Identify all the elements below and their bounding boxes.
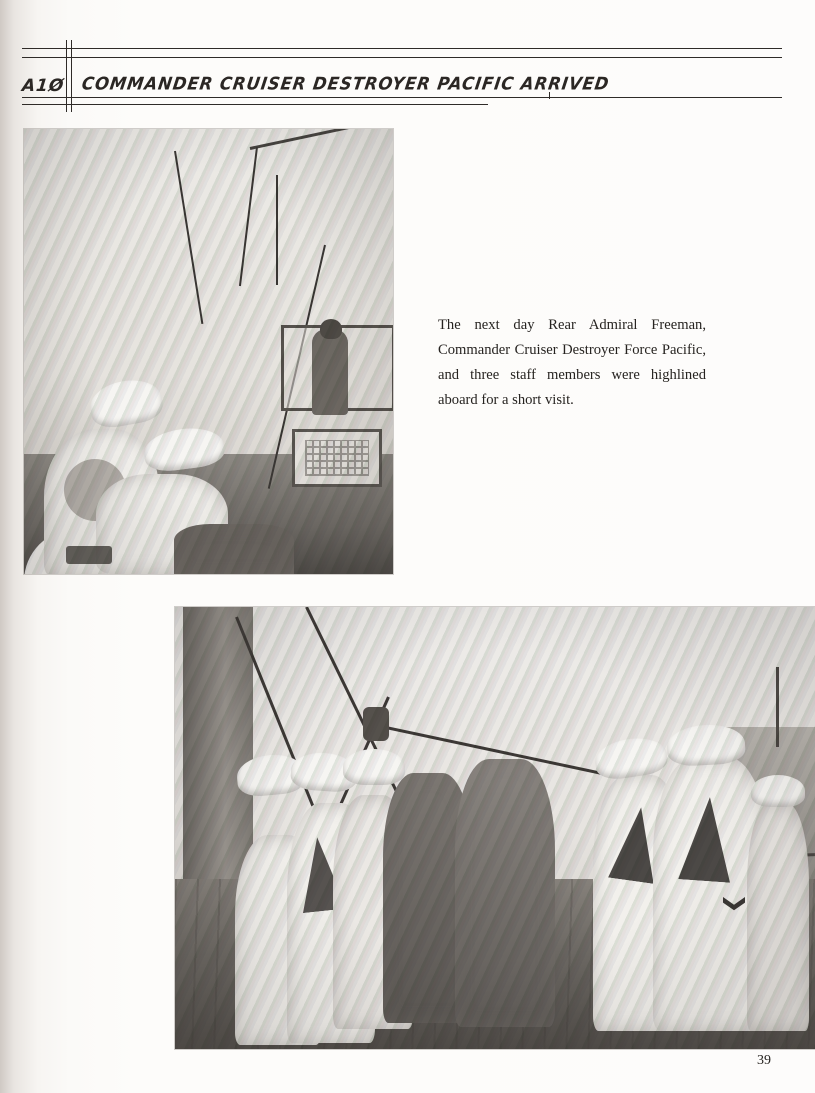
photo-highline-transfer	[24, 129, 393, 574]
photo-top-vignette	[24, 129, 393, 574]
header-rule-second	[22, 57, 782, 58]
photo-saluting-sailors	[175, 607, 815, 1049]
header-divider-right	[71, 40, 72, 112]
photo-caption-text: The next day Rear Admiral Freeman, Commander Cruiser Destroyer Force Pacific, and three staff members were highlined aboard for a short visit.	[438, 316, 706, 408]
photo-bottom-base	[175, 607, 815, 1049]
header-caption-annotation: COMMANDER CRUISER DESTROYER PACIFIC ARRIVED	[80, 73, 611, 94]
header-rule-top	[22, 48, 782, 49]
header-rule-third	[22, 97, 782, 98]
header-divider-left	[66, 40, 67, 112]
page-number: 39	[757, 1053, 771, 1068]
handwritten-header	[22, 40, 812, 110]
photo-top-base	[24, 129, 393, 574]
page-code-annotation: A1Ø	[20, 76, 66, 96]
header-rule-bottom	[22, 104, 488, 105]
photo-bottom-vignette	[175, 607, 815, 1049]
